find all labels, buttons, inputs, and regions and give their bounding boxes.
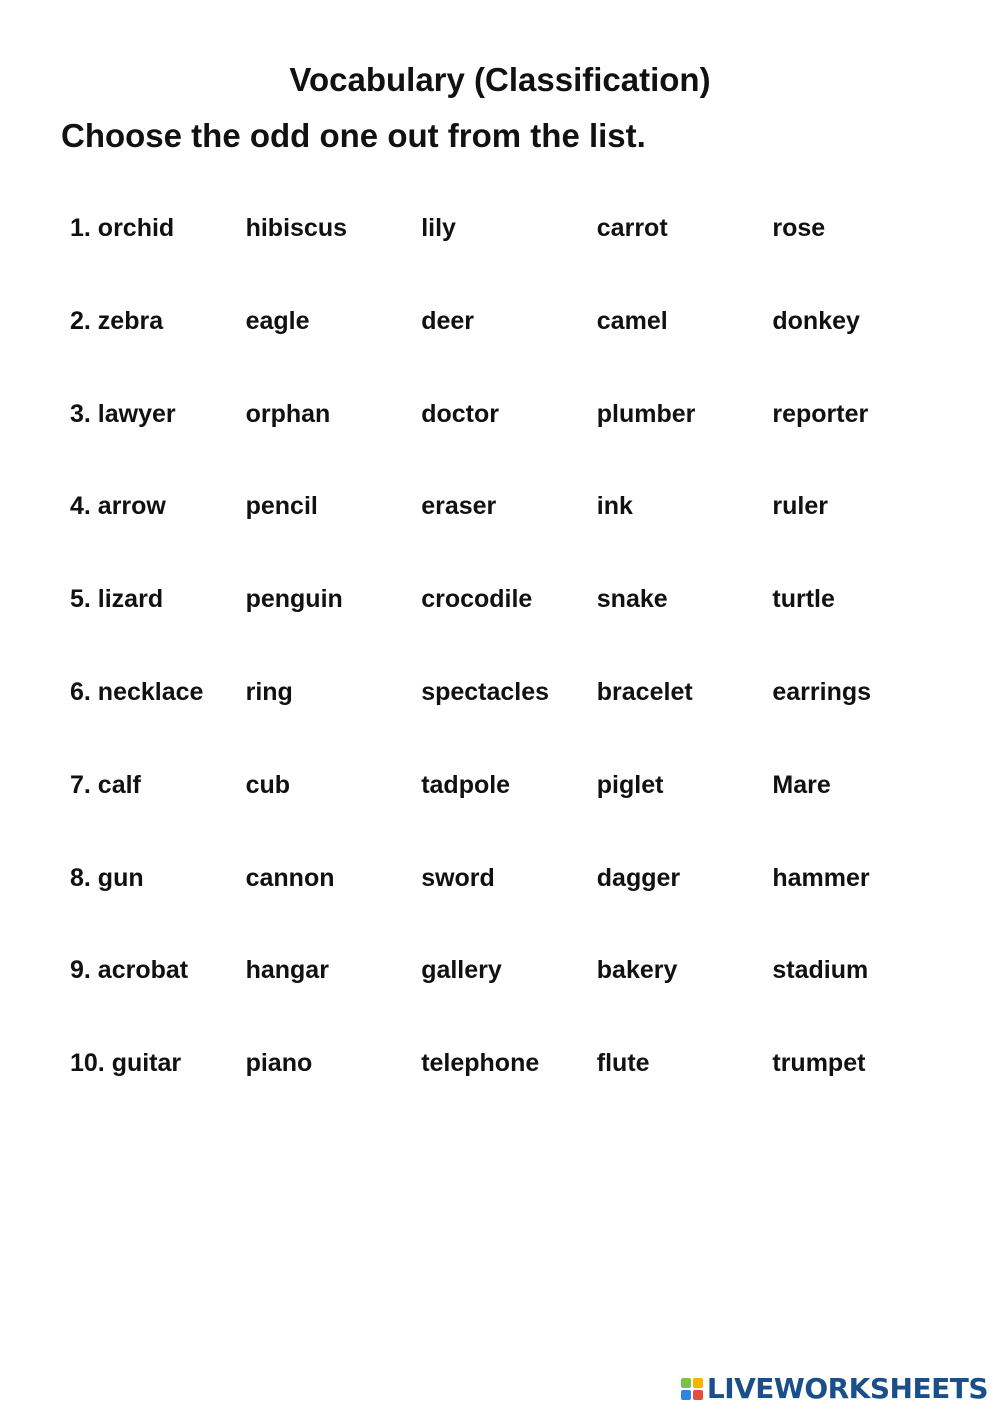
option-word[interactable]: 3. lawyer	[70, 399, 176, 428]
option-word[interactable]: hangar	[245, 956, 329, 985]
option-word[interactable]: reporter	[772, 399, 869, 428]
question-list	[70, 210, 948, 1138]
liveworksheets-logo-text: LIVEWORKSHEETS	[706, 1372, 988, 1405]
option-word[interactable]: turtle	[772, 585, 835, 614]
option-word[interactable]: bracelet	[596, 677, 693, 706]
question-row-10	[70, 1045, 948, 1138]
option-word[interactable]: 4. arrow	[70, 492, 166, 521]
option-word[interactable]: sword	[421, 863, 495, 892]
option-word[interactable]: cub	[245, 770, 291, 799]
option-word[interactable]: camel	[596, 306, 668, 335]
option-word[interactable]: 8. gun	[70, 863, 144, 892]
option-word[interactable]: deer	[421, 306, 474, 335]
liveworksheets-logo	[681, 1374, 988, 1404]
option-word[interactable]: cannon	[245, 863, 335, 892]
option-word[interactable]: Mare	[772, 770, 831, 799]
option-word[interactable]: gallery	[421, 956, 502, 985]
option-word[interactable]: telephone	[421, 1049, 540, 1078]
option-word[interactable]: dagger	[596, 863, 681, 892]
option-word[interactable]: piglet	[596, 770, 664, 799]
page-title: Vocabulary (Classification)	[289, 61, 711, 98]
option-word[interactable]: bakery	[596, 956, 678, 985]
question-row-9	[70, 952, 948, 1045]
option-word[interactable]: eraser	[421, 492, 497, 521]
option-word[interactable]: stadium	[772, 956, 869, 985]
option-word[interactable]: donkey	[772, 306, 860, 335]
option-word[interactable]: trumpet	[772, 1049, 866, 1078]
option-word[interactable]: 5. lizard	[70, 585, 164, 614]
question-row-1	[70, 210, 948, 303]
option-word[interactable]: 10. guitar	[70, 1049, 182, 1078]
question-row-6	[70, 674, 948, 767]
option-word[interactable]: spectacles	[421, 677, 550, 706]
question-row-7	[70, 767, 948, 860]
option-word[interactable]: eagle	[245, 306, 310, 335]
option-word[interactable]: doctor	[421, 399, 499, 428]
option-word[interactable]: hibiscus	[245, 214, 348, 242]
liveworksheets-logo-icon	[681, 1378, 703, 1400]
option-word[interactable]: piano	[245, 1049, 313, 1078]
instruction-text: Choose the odd one out from the list.	[61, 117, 646, 154]
option-word[interactable]: flute	[596, 1049, 650, 1078]
question-row-2	[70, 303, 948, 396]
question-row-8	[70, 860, 948, 953]
option-word[interactable]: 2. zebra	[70, 306, 164, 335]
option-word[interactable]: orphan	[245, 399, 331, 428]
option-word[interactable]: rose	[772, 214, 826, 242]
option-word[interactable]: 9. acrobat	[70, 956, 189, 985]
option-word[interactable]: ring	[245, 677, 293, 706]
question-row-4	[70, 488, 948, 581]
option-word[interactable]: 6. necklace	[70, 677, 204, 706]
option-word[interactable]: pencil	[245, 492, 318, 521]
option-word[interactable]: carrot	[596, 214, 668, 242]
option-word[interactable]: ruler	[772, 492, 828, 521]
option-word[interactable]: tadpole	[421, 770, 511, 799]
option-word[interactable]: earrings	[772, 677, 872, 706]
option-word[interactable]: lily	[421, 214, 456, 242]
option-word[interactable]: penguin	[245, 585, 343, 614]
option-word[interactable]: 7. calf	[70, 770, 141, 799]
option-word[interactable]: ink	[596, 492, 633, 521]
option-word[interactable]: snake	[596, 585, 668, 614]
option-word[interactable]: hammer	[772, 863, 870, 892]
option-word[interactable]: crocodile	[421, 585, 533, 614]
option-word[interactable]: plumber	[596, 399, 696, 428]
question-row-3	[70, 396, 948, 489]
question-row-5	[70, 581, 948, 674]
option-word[interactable]: 1. orchid	[70, 214, 175, 242]
